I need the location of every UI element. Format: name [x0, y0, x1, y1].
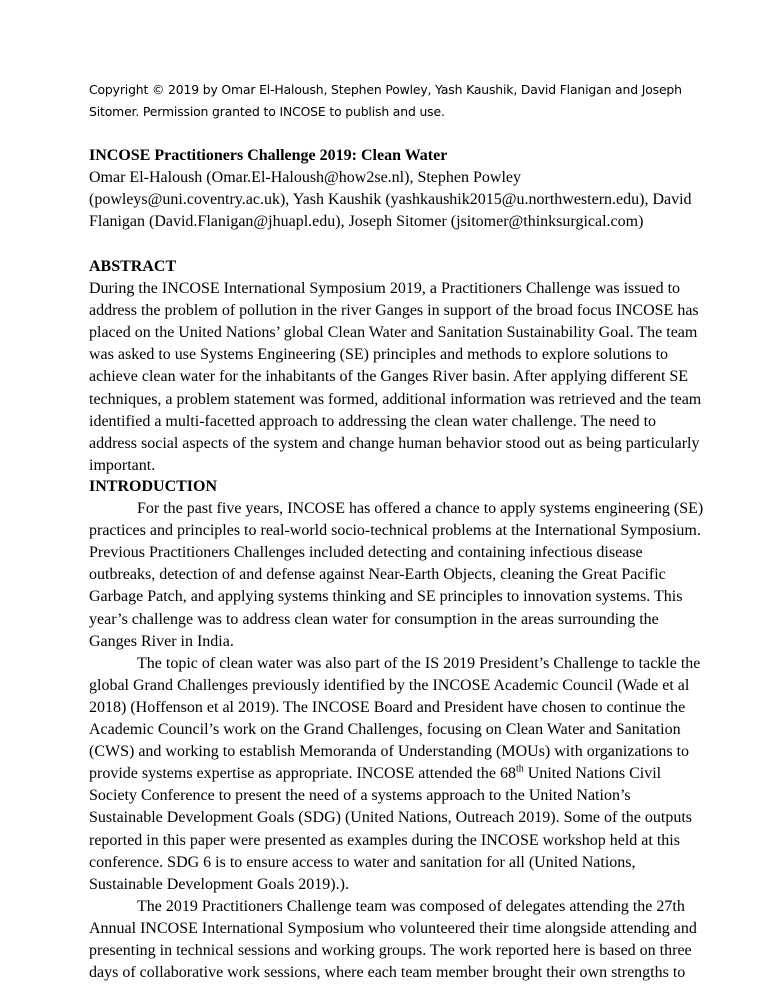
abstract-text: During the INCOSE International Symposium 2019, a Practitioners Challenge was issued to address the problem of pollution in the river Ganges in support of the broad focus INCOSE has placed on the United Nations’ global Clean Water and Sanitation Sustainability Goal. The team was asked to use Systems Engineering (SE) principles and methods to explore solutions to achieve clean water for the inhabitants of the Ganges River basin. After applying different SE techniques, a problem statement was formed, additional information was retrieved and the team identified a multi-facetted approach to addressing the clean water challenge. The need to address social aspects of the system and change human behavior stood out as being particularly important. — [89, 280, 702, 474]
introduction-section — [89, 476, 704, 984]
introduction-heading: INTRODUCTION — [89, 478, 218, 495]
intro-paragraph-2-part-b: United Nations Civil Society Conference to present the need of a systems approach to the United Nation’s Sustainable Development Goals (SDG) (United Nations, Outreach 2019). Some of the outputs reported in this paper were presented as examples during the INCOSE workshop held at this conference. SDG 6 is to ensure access to water and sanitation for all (United Nations, Sustainable Development Goals 2019).). — [89, 765, 692, 893]
intro-paragraph-2 — [89, 653, 704, 896]
copyright-notice: Copyright © 2019 by Omar El-Haloush, Stephen Powley, Yash Kaushik, David Flanigan and Joseph Sitomer. Permission granted to INCOSE to publish and use. — [89, 82, 682, 119]
author-list: Omar El-Haloush (Omar.El-Haloush@how2se.nl), Stephen Powley (powleys@uni.coventry.ac.uk), Yash Kaushik (yashkaushik2015@u.northwestern.edu), David Flanigan (David.Flanigan@jhuapl.edu), Joseph Sitomer (jsitomer@thinksurgical.com) — [89, 169, 692, 231]
intro-paragraph-3: The 2019 Practitioners Challenge team was composed of delegates attending the 27th Annual INCOSE International Symposium who volunteered their time alongside attending and presenting in technical sessions and working groups. The work reported here is based on three days of collaborative work sessions, where each team member brought their own strengths to — [89, 897, 697, 982]
abstract-section — [89, 256, 704, 477]
intro-paragraph-1: For the past five years, INCOSE has offered a chance to apply systems engineering (SE) practices and principles to real-world socio-technical problems at the International Symposium. Previous Practitioners Challenges included detecting and containing infectious disease outbreaks, detection of and defense against Near-Earth Objects, cleaning the Great Pacific Garbage Patch, and applying systems thinking and SE principles to innovation systems. This year’s challenge was to address clean water for consumption in the areas surrounding the Ganges River in India. — [89, 500, 704, 650]
abstract-heading: ABSTRACT — [89, 258, 177, 275]
intro-paragraph-2-part-a: The topic of clean water was also part of the IS 2019 President’s Challenge to tackle the global Grand Challenges previously identified by the INCOSE Academic Council (Wade et al 2018) (Hoffenson et al 2019). The INCOSE Board and President have chosen to continue the Academic Council’s work on the Grand Challenges, focusing on Clean Water and Sanitation (CWS) and working to establish Memoranda of Understanding (MOUs) with organizations to provide systems expertise as appropriate. INCOSE attended the 68 — [89, 654, 701, 783]
ordinal-superscript: th — [516, 763, 524, 775]
title-block — [89, 145, 704, 233]
paper-title: INCOSE Practitioners Challenge 2019: Clean Water — [89, 147, 448, 164]
